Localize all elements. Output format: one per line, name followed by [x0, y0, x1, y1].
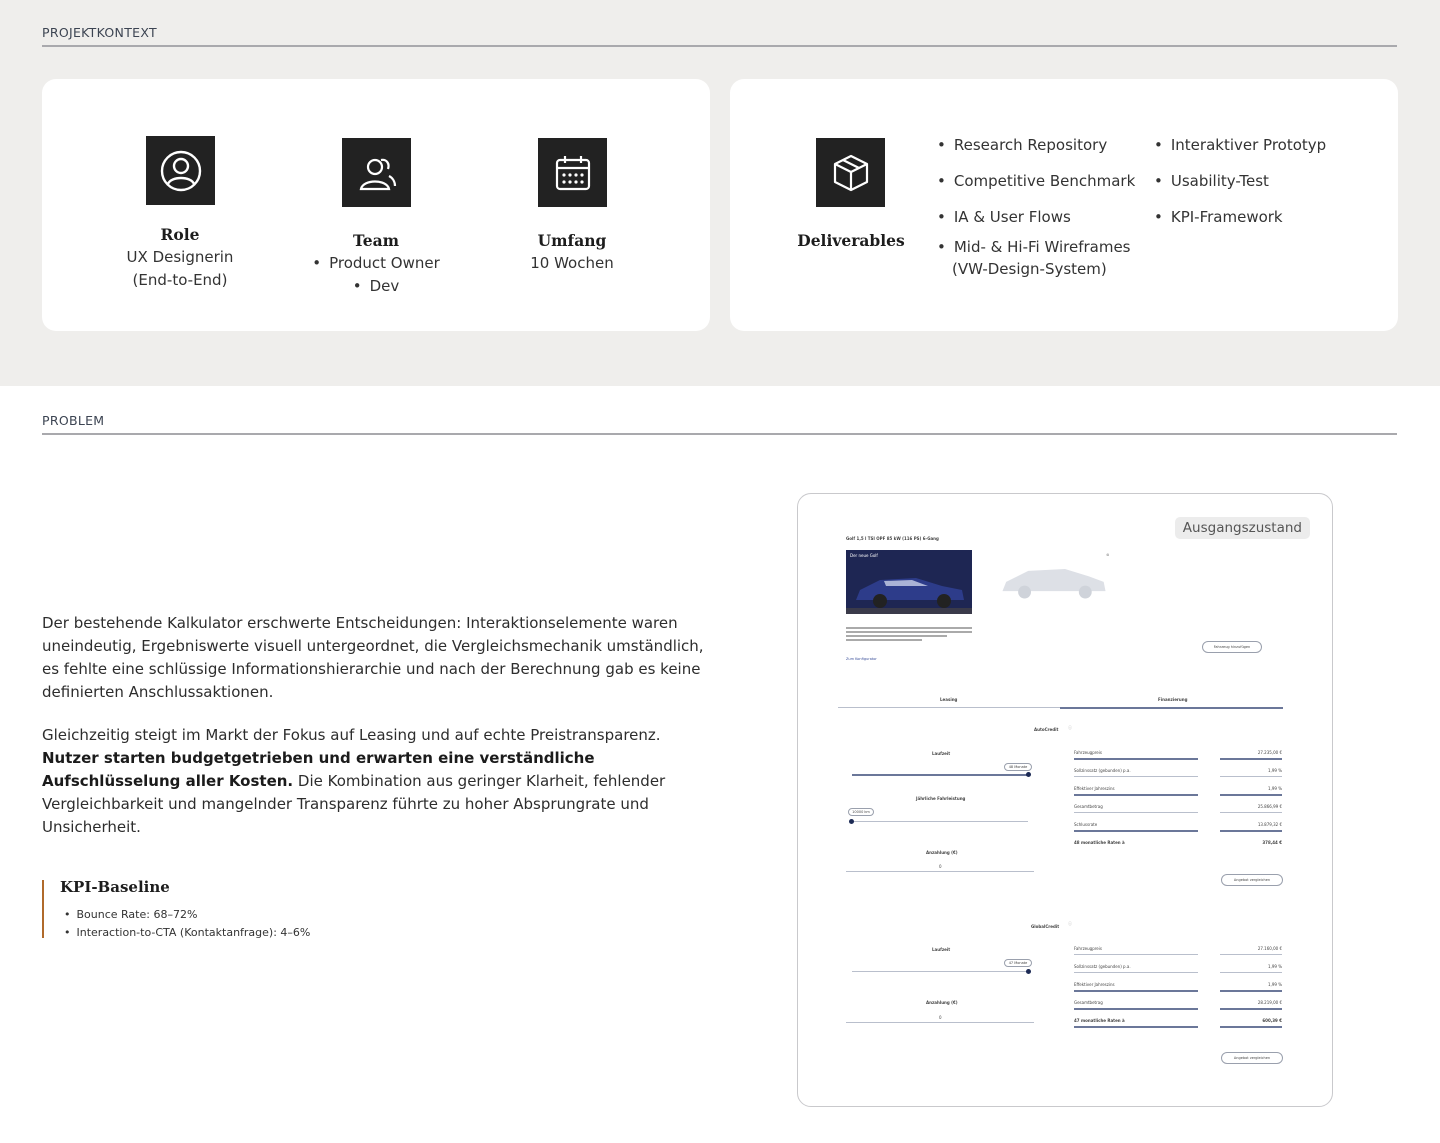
deliverable-item: • Usability-Test: [1154, 170, 1269, 192]
team-member: • Product Owner: [288, 252, 464, 275]
downpayment-label: Anzahlung (€): [926, 850, 958, 855]
result-value: 1,99 %: [1268, 964, 1282, 969]
result-value: 25.866,99 €: [1257, 804, 1282, 809]
section-heading: AutoCredit: [1034, 727, 1059, 732]
kpi-title: KPI-Baseline: [60, 878, 170, 896]
car-placeholder-image: [998, 558, 1110, 604]
result-row: [1074, 980, 1284, 998]
team-title: Team: [352, 231, 400, 250]
result-row: [1074, 784, 1284, 802]
role-title: Role: [160, 225, 200, 244]
result-value: 28.219,00 €: [1257, 1000, 1282, 1005]
role-text: [102, 246, 258, 292]
compare-offer-button[interactable]: Angebot vergleichen: [1221, 1052, 1283, 1064]
row-rule: [1220, 972, 1282, 973]
result-row: [1074, 1016, 1284, 1034]
row-rule: [1074, 1026, 1198, 1028]
mileage-label: Jährliche Fahrleistung: [916, 796, 966, 801]
paragraph-text: Die Kombination aus geringer Klarheit, fehlender Vergleichbarkeit und mangelnder Transparenz führte zu hoher Absprungrate und Unsicherheit.: [42, 772, 666, 836]
duration-label: Laufzeit: [932, 947, 951, 952]
info-icon[interactable]: ⓘ: [1068, 921, 1072, 926]
result-value: 1,99 %: [1268, 768, 1282, 773]
result-label: Sollzinssatz (gebunden) p.a.: [1074, 964, 1131, 969]
deliverable-item: • IA & User Flows: [937, 206, 1071, 228]
consumption-text: [846, 625, 972, 651]
result-value: 600,39 €: [1262, 1018, 1282, 1023]
duration-slider-track[interactable]: [852, 971, 1028, 972]
tab-active-indicator: [1060, 707, 1283, 709]
row-rule: [1074, 776, 1198, 777]
close-icon[interactable]: ⊗: [1106, 552, 1110, 557]
result-table-1: [1074, 748, 1284, 856]
role-line-1: UX Designerin: [126, 248, 234, 266]
section-divider: [42, 45, 1397, 47]
car-title: Golf 1,5 l TSI OPF 85 kW (116 PS) 6-Gang: [846, 536, 939, 541]
result-row: [1074, 944, 1284, 962]
duration-slider-track[interactable]: [852, 774, 1028, 776]
result-row: [1074, 820, 1284, 838]
car-image: [846, 550, 972, 614]
section-heading: GlobalCredit: [1031, 924, 1060, 929]
result-row: [1074, 748, 1284, 766]
result-label: Gesamtbetrag: [1074, 1000, 1103, 1005]
row-rule: [1074, 794, 1198, 796]
deliverable-item: • Mid- & Hi-Fi Wireframes: [937, 236, 1131, 258]
kpi-item: • Interaction-to-CTA (Kontaktanfrage): 4–6%: [64, 924, 310, 942]
duration-slider-handle[interactable]: [1026, 772, 1031, 777]
result-table-2: [1074, 944, 1284, 1034]
row-rule: [1074, 1008, 1198, 1010]
team-icon: [342, 138, 411, 207]
kpi-baseline-box: [42, 880, 442, 938]
paragraph-emphasis: Nutzer starten budgetgetrieben und erwarten eine verständliche Aufschlüsselung aller Kosten.: [42, 749, 595, 790]
row-rule: [1074, 990, 1198, 992]
result-label: Effektiver Jahreszins: [1074, 786, 1115, 791]
duration-label: Laufzeit: [932, 751, 951, 756]
row-rule: [1220, 954, 1282, 955]
row-rule: [1220, 1008, 1282, 1010]
row-rule: [1074, 830, 1198, 832]
row-rule: [1220, 830, 1282, 832]
tab-leasing[interactable]: Leasing: [940, 697, 958, 702]
duration-value: 48 Monate: [1004, 763, 1032, 771]
row-rule: [1220, 758, 1282, 760]
mileage-slider-handle[interactable]: [849, 819, 854, 824]
result-value: 27.235,00 €: [1257, 750, 1282, 755]
info-icon[interactable]: ⓘ: [1068, 725, 1072, 730]
add-vehicle-button[interactable]: Fahrzeug hinzufügen: [1202, 641, 1262, 653]
result-row: [1074, 962, 1284, 980]
result-value: 27.160,00 €: [1257, 946, 1282, 951]
calculator-screenshot: [797, 493, 1333, 1107]
project-context-section: [0, 0, 1440, 386]
result-label: 47 monatliche Raten à: [1074, 1018, 1125, 1023]
scope-text: 10 Wochen: [530, 254, 614, 272]
mileage-slider-track[interactable]: [852, 821, 1028, 822]
deliverable-item-cont: (VW-Design-System): [952, 260, 1107, 278]
deliverable-item: • Interaktiver Prototyp: [1154, 134, 1326, 156]
result-label: Sollzinssatz (gebunden) p.a.: [1074, 768, 1131, 773]
role-line-2: (End-to-End): [132, 271, 228, 289]
car-image-label: Der neue Golf: [850, 553, 878, 558]
duration-slider-handle[interactable]: [1026, 969, 1031, 974]
result-label: 48 monatliche Raten à: [1074, 840, 1125, 845]
row-rule: [1074, 812, 1198, 813]
downpayment-underline: [846, 871, 1034, 872]
result-value: 13.879,32 €: [1257, 822, 1282, 827]
compare-offer-button[interactable]: Angebot vergleichen: [1221, 874, 1283, 886]
downpayment-value[interactable]: 0: [939, 1015, 942, 1020]
deliverable-item: • KPI-Framework: [1154, 206, 1283, 228]
user-circle-icon: [146, 136, 215, 205]
status-badge: Ausgangszustand: [1175, 517, 1310, 539]
result-label: Fahrzeugpreis: [1074, 946, 1102, 951]
row-rule: [1220, 794, 1282, 796]
scope-title: Umfang: [537, 231, 607, 250]
result-value: 1,99 %: [1268, 786, 1282, 791]
team-list: [288, 252, 464, 298]
deliverable-item: • Research Repository: [937, 134, 1107, 156]
row-rule: [1220, 990, 1282, 992]
kpi-item: • Bounce Rate: 68–72%: [64, 906, 310, 924]
context-card-left: [42, 79, 710, 331]
result-label: Gesamtbetrag: [1074, 804, 1103, 809]
row-rule: [1220, 776, 1282, 777]
row-rule: [1220, 812, 1282, 813]
downpayment-value[interactable]: 0: [939, 864, 942, 869]
row-rule: [1074, 758, 1198, 760]
result-label: Schlussrate: [1074, 822, 1098, 827]
row-rule: [1074, 972, 1198, 973]
result-value: 378,44 €: [1262, 840, 1282, 845]
team-member: • Dev: [288, 275, 464, 298]
section-label-problem: PROBLEM: [42, 413, 105, 428]
mileage-value: 10000 km: [848, 808, 874, 816]
downpayment-underline: [846, 1022, 1034, 1023]
result-label: Effektiver Jahreszins: [1074, 982, 1115, 987]
section-divider: [42, 433, 1397, 435]
box-icon: [816, 138, 885, 207]
row-rule: [1074, 954, 1198, 955]
result-value: 1,99 %: [1268, 982, 1282, 987]
result-row: [1074, 766, 1284, 784]
result-row: [1074, 998, 1284, 1016]
deliverables-title: Deliverables: [797, 231, 905, 250]
row-rule: [1220, 1026, 1282, 1028]
problem-paragraph-2: [42, 724, 722, 839]
tab-financing[interactable]: Finanzierung: [1158, 697, 1188, 702]
section-label-context: PROJEKTKONTEXT: [42, 25, 157, 40]
result-row: [1074, 838, 1284, 856]
configurator-link[interactable]: Zum Konfigurator: [846, 657, 877, 661]
deliverable-item: • Competitive Benchmark: [937, 170, 1135, 192]
result-row: [1074, 802, 1284, 820]
calendar-icon: [538, 138, 607, 207]
duration-value: 47 Monate: [1004, 959, 1032, 967]
context-card-right: [730, 79, 1398, 331]
paragraph-text: Gleichzeitig steigt im Markt der Fokus auf Leasing und auf echte Preistransparenz.: [42, 726, 661, 744]
result-label: Fahrzeugpreis: [1074, 750, 1102, 755]
downpayment-label: Anzahlung (€): [926, 1000, 958, 1005]
problem-paragraph-1: Der bestehende Kalkulator erschwerte Entscheidungen: Interaktionselemente waren uneindeutig, Ergebniswerte visuell untergeordnet, die Vergleichsmechanik umständlich, es fehlte eine schlüssige Informationshierarchie und nach der Berechnung gab es keine definierten Anschlussaktionen.: [42, 614, 704, 701]
